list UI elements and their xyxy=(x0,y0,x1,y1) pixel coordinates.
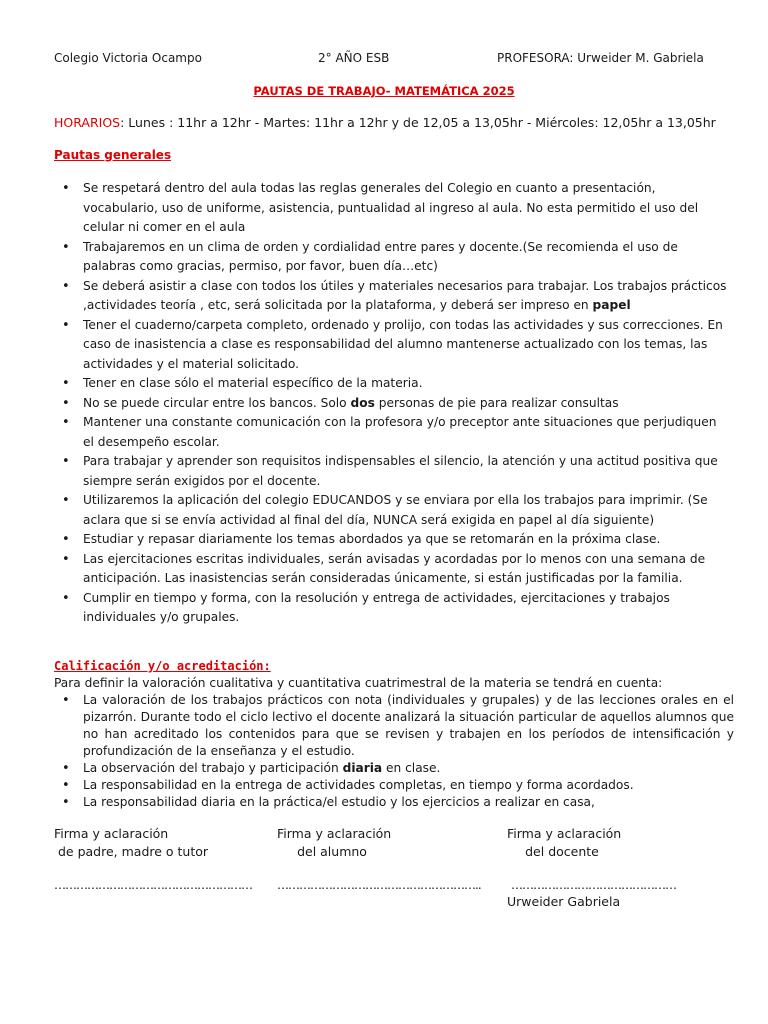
signature-role: del alumno xyxy=(297,844,367,859)
guideline-item xyxy=(54,277,729,316)
guideline-item: • Para trabajar y aprender son requisitos indispensables el silencio, la atención y una actitud positiva que siempre serán exigidos por el docente. xyxy=(54,452,729,491)
guideline-item: • Utilizaremos la aplicación del colegio EDUCANDOS y se enviara por ella los trabajos para imprimir. (Se aclara que si se envía actividad al final del día, NUNCA será exigida en papel al día siguiente) xyxy=(54,491,729,530)
guideline-item: • Se respetará dentro del aula todas las reglas generales del Colegio en cuanto a presentación, vocabulario, uso de uniforme, asistencia, puntualidad al ingreso al aula. No esta permitido el uso del celular ni comer en el aula xyxy=(54,179,729,238)
general-guidelines-list xyxy=(54,179,729,628)
guideline-text: No se puede circular entre los bancos. Solo xyxy=(83,395,351,410)
signature-label: Firma y aclaración xyxy=(277,826,392,841)
signature-teacher xyxy=(507,825,622,861)
guideline-item: • Cumplir en tiempo y forma, con la resolución y entrega de actividades, ejercitaciones y trabajos individuales y/o grupales. xyxy=(54,589,729,628)
signature-line-parent: ……………………………………………… xyxy=(54,878,252,892)
schedule-line xyxy=(54,115,716,130)
signature-parent xyxy=(54,825,208,861)
schedule-label: HORARIOS xyxy=(54,115,121,130)
guideline-item: • Tener en clase sólo el material específico de la materia. xyxy=(54,374,729,394)
signature-line-student: ……………………………………………….. xyxy=(277,878,481,892)
signature-label: Firma y aclaración xyxy=(54,826,169,841)
general-guidelines-heading: Pautas generales xyxy=(54,148,172,162)
teacher-label: PROFESORA: Urweider M. Gabriela xyxy=(497,51,704,65)
school-name: Colegio Victoria Ocampo xyxy=(54,51,202,65)
teacher-signature-name: Urweider Gabriela xyxy=(507,894,621,909)
guideline-item: • Mantener una constante comunicación con la profesora y/o preceptor ante situaciones que perjudiquen el desempeño escolar. xyxy=(54,413,729,452)
guideline-bold: dos xyxy=(350,395,375,410)
guideline-item: • Tener el cuaderno/carpeta completo, ordenado y prolijo, con todas las actividades y sus correcciones. En caso de inasistencia a clase es responsabilidad del alumno mantenerse actualizado con los temas, las actividades y el material solicitado. xyxy=(54,316,729,375)
signature-role: del docente xyxy=(525,844,599,859)
grading-intro: Para definir la valoración cualitativa y cuantitativa cuatrimestral de la materia se tendrá en cuenta: xyxy=(54,676,663,690)
signature-role: de padre, madre o tutor xyxy=(54,844,209,859)
grading-item: • La responsabilidad diaria en la práctica/el estudio y los ejercicios a realizar en casa, xyxy=(54,794,734,811)
guideline-item: • Trabajaremos en un clima de orden y cordialidad entre pares y docente.(Se recomienda el uso de palabras como gracias, permiso, por favor, buen día…etc) xyxy=(54,238,729,277)
signature-student xyxy=(277,825,392,861)
guideline-item: • Estudiar y repasar diariamente los temas abordados ya que se retomarán en la próxima clase. xyxy=(54,530,729,550)
signature-label: Firma y aclaración xyxy=(507,826,622,841)
grade-label: 2° AÑO ESB xyxy=(318,51,390,65)
grading-item: • La responsabilidad en la entrega de actividades completas, en tiempo y forma acordados. xyxy=(54,777,734,794)
grading-list xyxy=(54,692,734,811)
guideline-text: Se deberá asistir a clase con todos los útiles y materiales necesarios para trabajar. Los trabajos prácticos ,actividades teoría , etc, será solicitada por la plataforma, y deberá ser impreso en xyxy=(83,278,727,312)
grading-item: • La valoración de los trabajos prácticos con nota (individuales y grupales) y de las lecciones orales en el pizarrón. Durante todo el ciclo lectivo el docente analizará la situación particular de aquellos alumnos que no han acreditado los contenidos para que se revisen y trabajen en los períodos de intensificación y profundización de la enseñanza y el estudio. xyxy=(54,692,734,760)
grading-bold: diaria xyxy=(342,761,383,775)
grading-text: en clase. xyxy=(382,761,441,775)
grading-heading: Calificación y/o acreditación: xyxy=(54,659,271,673)
signature-line-teacher: ……………………………………… xyxy=(511,878,676,892)
document-title: PAUTAS DE TRABAJO- MATEMÁTICA 2025 xyxy=(253,84,515,98)
guideline-text: personas de pie para realizar consultas xyxy=(374,395,619,410)
guideline-bold: papel xyxy=(592,298,631,312)
grading-text: La observación del trabajo y participación xyxy=(83,761,343,775)
grading-item xyxy=(54,760,734,777)
guideline-item: • Las ejercitaciones escritas individuales, serán avisadas y acordadas por lo menos con una semana de anticipación. Las inasistencias serán consideradas únicamente, si están justificadas por la familia. xyxy=(54,550,729,589)
schedule-text: : Lunes : 11hr a 12hr - Martes: 11hr a 12hr y de 12,05 a 13,05hr - Miércoles: 12,05hr a 13,05hr xyxy=(120,115,716,130)
guideline-item xyxy=(54,394,729,414)
